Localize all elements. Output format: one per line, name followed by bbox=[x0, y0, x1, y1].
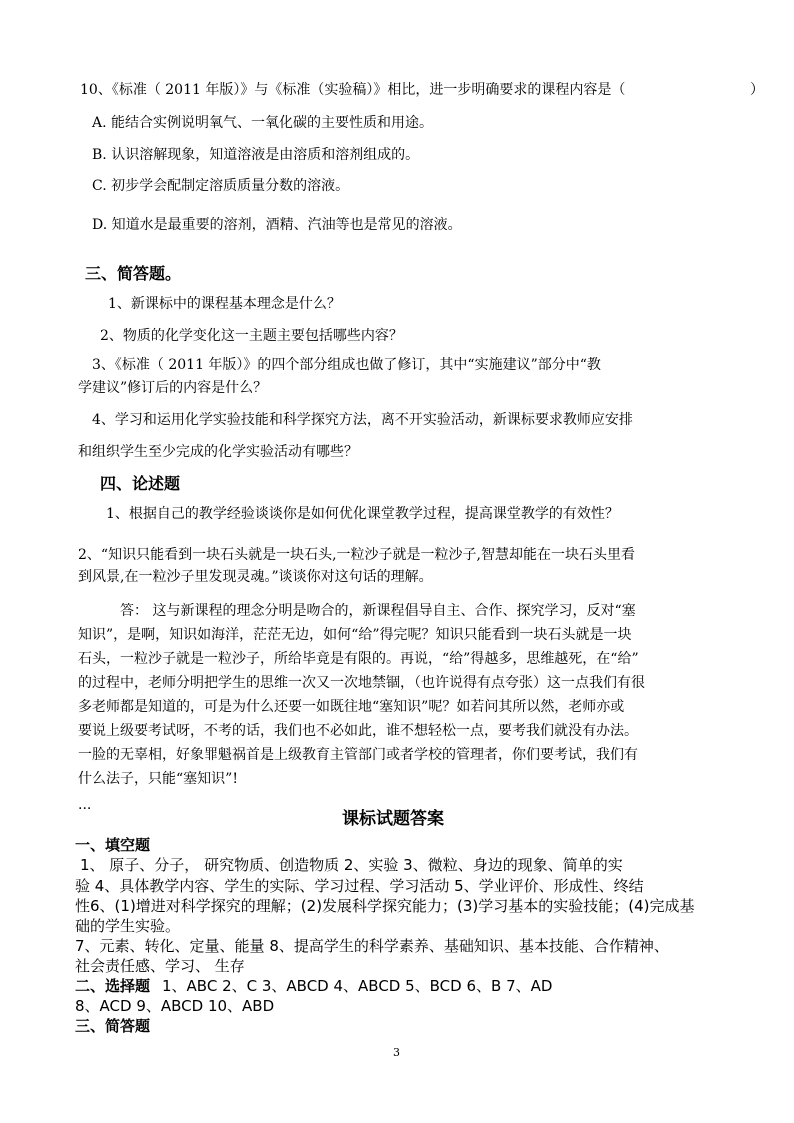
question-10-option-d: D. 知道水是最重要的溶剂，酒精、汽油等也是常见的溶液。 bbox=[92, 217, 462, 233]
essay-answer-line: 石头，一粒沙子就是一粒沙子，所给毕竟是有限的。再说，“给”得越多，思维越死，在“给” bbox=[78, 651, 639, 667]
short-answer-q2: 2、物质的化学变化这一主题主要包括哪些内容？ bbox=[100, 328, 403, 344]
question-10-option-c: C. 初步学会配制定溶质质量分数的溶液。 bbox=[92, 178, 350, 194]
fill-in-answer-line: 社会责任感、学习、 生存 bbox=[75, 957, 245, 975]
fill-in-answer-line: 性6、(1)增进对科学探究的理解；(2)发展科学探究能力；(3)学习基本的实验技能；(4)完成基 bbox=[75, 897, 695, 915]
section-heading-short-answer: 三、简答题。 bbox=[85, 264, 182, 283]
short-answer-q3-line2: 学建议”修订后的内容是什么？ bbox=[78, 380, 268, 396]
essay-q2-line2: 到风景,在一粒沙子里发现灵魂。”谈谈你对这句话的理解。 bbox=[78, 569, 433, 585]
short-answer-q3-line1: 3、《标准（ 2011 年版）》的四个部分组成也做了修订，其中“实施建议”部分中“教 bbox=[92, 357, 601, 373]
fill-in-answer-line: 础的学生实验。 bbox=[75, 917, 181, 935]
choice-answers-line2: 8、ACD 9、ABCD 10、ABD bbox=[75, 997, 275, 1015]
essay-answer-line: 答： 这与新课程的理念分明是吻合的，新课程倡导自主、合作、探究学习，反对“塞 bbox=[120, 603, 636, 619]
short-answer-q4-line1: 4、学习和运用化学实验技能和科学探究方法，离不开实验活动，新课标要求教师应安排 bbox=[92, 412, 633, 428]
essay-q2-line1: 2、“知识只能看到一块石头就是一块石头,一粒沙子就是一粒沙子,智慧却能在一块石头里看 bbox=[78, 547, 635, 563]
answer-heading-short-answer: 三、简答题 bbox=[75, 1017, 151, 1035]
answer-heading-fill-in: 一、填空题 bbox=[75, 836, 151, 854]
fill-in-answer-line: 7、元素、转化、定量、能量 8、提高学生的科学素养、基础知识、基本技能、合作精神、 bbox=[75, 937, 669, 955]
choice-answers-line1: 1、ABC 2、C 3、ABCD 4、ABCD 5、BCD 6、B 7、AD bbox=[162, 977, 553, 995]
short-answer-q1: 1、新课标中的课程基本理念是什么？ bbox=[108, 296, 341, 312]
question-10-stem: 10、《标准（ 2011 年版）》与《标准（实验稿）》相比，进一步明确要求的课程内容是（ bbox=[80, 82, 626, 98]
essay-answer-line: 一脸的无辜相，好象罪魁祸首是上级教育主管部门或者学校的管理者，你们要考试，我们有 bbox=[78, 747, 638, 763]
section-heading-essay: 四、论述题 bbox=[100, 474, 181, 493]
essay-answer-line: 的过程中，老师分明把学生的思维一次又一次地禁锢，（也许说得有点夸张）这一点我们有很 bbox=[78, 675, 645, 691]
question-10-option-b: B. 认识溶解现象，知道溶液是由溶质和溶剂组成的。 bbox=[92, 147, 420, 163]
question-10-close-paren: ） bbox=[750, 82, 764, 98]
answer-heading-multiple-choice: 二、选择题 bbox=[75, 977, 151, 995]
essay-answer-line: 要说上级要考试呀，不考的话，我们也不必如此，谁不想轻松一点，要考我们就没有办法。 bbox=[78, 723, 638, 739]
answer-key-title: 课标试题答案 bbox=[342, 809, 444, 829]
essay-answer-line: 知识”，是啊，知识如海洋，茫茫无边，如何“给”得完呢？知识只能看到一块石头就是一块 bbox=[78, 627, 632, 643]
ellipsis: ... bbox=[78, 797, 92, 813]
question-10-option-a: A. 能结合实例说明氧气、一氧化碳的主要性质和用途。 bbox=[92, 115, 434, 131]
short-answer-q4-line2: 和组织学生至少完成的化学实验活动有哪些？ bbox=[78, 444, 358, 460]
essay-answer-line: 什么法子，只能“塞知识”! bbox=[78, 771, 238, 787]
essay-answer-line: 多老师都是知道的，可是为什么还要一如既往地“塞知识”呢？如若问其所以然，老师亦或 bbox=[78, 699, 625, 715]
page-number: 3 bbox=[393, 1046, 400, 1059]
fill-in-answer-line: 验 4、具体教学内容、学生的实际、学习过程、学习活动 5、学业评价、形成性、终结 bbox=[75, 877, 644, 895]
fill-in-answer-line: 1、 原子、分子， 研究物质、创造物质 2、实验 3、微粒、身边的现象、简单的实 bbox=[80, 856, 623, 874]
essay-q1: 1、根据自己的教学经验谈谈你是如何优化课堂教学过程，提高课堂教学的有效性？ bbox=[106, 506, 619, 522]
